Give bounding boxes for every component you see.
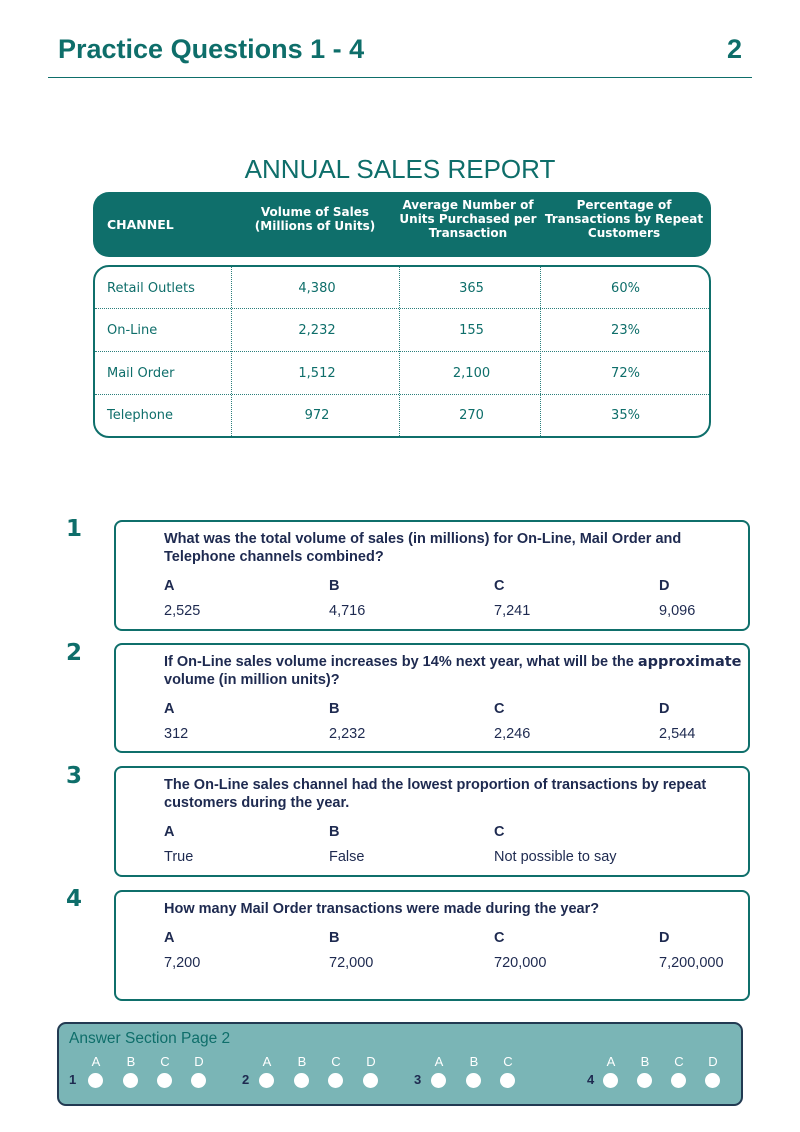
answer-group-number: 4 <box>587 1072 595 1087</box>
answer-letter: A <box>91 1054 101 1069</box>
answer-bubble-1-c[interactable] <box>157 1073 172 1088</box>
option-2-d[interactable] <box>659 701 695 742</box>
column-header-average-units: Average Number of Units Purchased per Transaction <box>399 197 537 240</box>
option-value: 720,000 <box>494 955 547 971</box>
option-value: 2,544 <box>659 726 696 742</box>
option-value: Not possible to say <box>494 849 617 865</box>
table-header <box>93 192 711 257</box>
answer-letter: C <box>503 1054 513 1069</box>
answer-section <box>57 1022 743 1106</box>
option-letter: D <box>659 701 670 717</box>
option-value: True <box>164 849 194 865</box>
answer-letter: B <box>126 1054 136 1069</box>
answer-letter: C <box>160 1054 170 1069</box>
table-cell: On-Line <box>107 323 158 338</box>
answer-letter: B <box>469 1054 479 1069</box>
answer-letter: D <box>194 1054 204 1069</box>
answer-section-title: Answer Section Page 2 <box>69 1030 231 1047</box>
option-2-b[interactable] <box>329 701 365 742</box>
answer-bubble-4-a[interactable] <box>603 1073 618 1088</box>
answer-bubble-2-c[interactable] <box>328 1073 343 1088</box>
table-row <box>95 394 709 437</box>
answer-bubble-2-b[interactable] <box>294 1073 309 1088</box>
option-value: 9,096 <box>659 603 696 619</box>
table-cell: Telephone <box>107 408 174 423</box>
option-letter: B <box>329 701 340 717</box>
answer-letter: A <box>262 1054 272 1069</box>
table-cell: 2,232 <box>298 323 336 338</box>
option-letter: A <box>164 578 175 594</box>
option-3-b[interactable] <box>329 824 364 865</box>
answer-letter: D <box>708 1054 718 1069</box>
answer-bubble-1-d[interactable] <box>191 1073 206 1088</box>
option-3-c[interactable] <box>494 824 617 865</box>
question-text-2-emphasis: approximate <box>637 654 742 670</box>
question-text-1: What was the total volume of sales (in millions) for On-Line, Mail Order and Telephone channels combined? <box>164 531 682 565</box>
table-row <box>95 352 709 395</box>
table-body <box>93 265 711 438</box>
option-value: 7,241 <box>494 603 531 619</box>
table-cell: 23% <box>611 323 640 338</box>
answer-bubble-4-c[interactable] <box>671 1073 686 1088</box>
column-header-volume: Volume of Sales (Millions of Units) <box>254 204 376 233</box>
answer-letter: A <box>606 1054 616 1069</box>
option-1-a[interactable] <box>164 578 200 619</box>
option-letter: C <box>494 824 505 840</box>
question-box-3 <box>114 766 750 877</box>
table-cell: 972 <box>304 408 330 423</box>
option-letter: B <box>329 578 340 594</box>
option-value: 7,200 <box>164 955 201 971</box>
question-number-4: 4 <box>66 886 83 912</box>
column-header-repeat-percentage: Percentage of Transactions by Repeat Customers <box>544 197 704 240</box>
answer-letter: B <box>640 1054 650 1069</box>
answer-bubble-3-b[interactable] <box>466 1073 481 1088</box>
answer-letter: B <box>297 1054 307 1069</box>
answer-bubble-1-b[interactable] <box>123 1073 138 1088</box>
question-number-3: 3 <box>66 763 83 789</box>
option-letter: D <box>659 578 670 594</box>
option-letter: C <box>494 701 505 717</box>
table-cell: 72% <box>611 366 640 381</box>
answer-group-number: 2 <box>242 1072 250 1087</box>
question-number-1: 1 <box>66 516 83 542</box>
option-letter: B <box>329 824 340 840</box>
answer-letter: C <box>331 1054 341 1069</box>
option-4-d[interactable] <box>659 930 724 971</box>
table-cell: 1,512 <box>298 366 336 381</box>
table-cell: 365 <box>459 281 484 296</box>
option-2-c[interactable] <box>494 701 530 742</box>
question-box-4 <box>114 890 750 1001</box>
column-header-channel: CHANNEL <box>107 216 174 232</box>
option-value: 2,232 <box>329 726 366 742</box>
table-cell: 35% <box>611 408 640 423</box>
table-cell: 2,100 <box>452 366 491 381</box>
option-value: 2,246 <box>494 726 531 742</box>
option-4-b[interactable] <box>329 930 373 971</box>
answer-bubble-3-a[interactable] <box>431 1073 446 1088</box>
option-letter: B <box>329 930 340 946</box>
question-box-2 <box>114 643 750 753</box>
answer-bubble-4-b[interactable] <box>637 1073 652 1088</box>
answer-group-number: 3 <box>414 1072 422 1087</box>
answer-letter: D <box>366 1054 376 1069</box>
question-text-2 <box>164 653 744 689</box>
option-value: False <box>329 849 365 865</box>
question-box-1 <box>114 520 750 631</box>
table-cell: 270 <box>459 408 484 423</box>
table-cell: 4,380 <box>298 281 336 296</box>
option-1-d[interactable] <box>659 578 695 619</box>
answer-bubble-1-a[interactable] <box>88 1073 103 1088</box>
option-value: 2,525 <box>164 603 201 619</box>
page-title: Practice Questions 1 - 4 <box>58 34 365 64</box>
answer-bubble-2-d[interactable] <box>363 1073 378 1088</box>
answer-group-number: 1 <box>69 1072 77 1087</box>
answer-letter: C <box>674 1054 684 1069</box>
option-letter: C <box>494 930 505 946</box>
option-4-c[interactable] <box>494 930 546 971</box>
option-value: 312 <box>164 726 189 742</box>
answer-bubble-4-d[interactable] <box>705 1073 720 1088</box>
question-text-2-part: volume (in million units)? <box>164 672 340 688</box>
answer-bubble-2-a[interactable] <box>259 1073 274 1088</box>
option-1-c[interactable] <box>494 578 530 619</box>
option-4-a[interactable] <box>164 930 200 971</box>
option-1-b[interactable] <box>329 578 365 619</box>
option-value: 72,000 <box>329 955 374 971</box>
question-text-4: How many Mail Order transactions were made during the year? <box>164 901 600 917</box>
answer-letter: A <box>434 1054 444 1069</box>
table-cell: 60% <box>611 281 640 296</box>
option-value: 7,200,000 <box>659 955 724 971</box>
page-header <box>48 34 752 78</box>
option-letter: A <box>164 701 175 717</box>
report-title: ANNUAL SALES REPORT <box>244 154 556 184</box>
option-3-a[interactable] <box>164 824 193 865</box>
table-cell: 155 <box>459 323 484 338</box>
page-number: 2 <box>726 34 742 64</box>
table-cell: Retail Outlets <box>107 281 195 296</box>
option-2-a[interactable] <box>164 701 188 742</box>
table-row <box>95 309 709 352</box>
option-letter: C <box>494 578 505 594</box>
question-text-3: The On-Line sales channel had the lowest proportion of transactions by repeat customers during the year. <box>164 777 707 811</box>
option-letter: D <box>659 930 670 946</box>
question-text-2-part: If On-Line sales volume increases by 14% next year, what will be the <box>164 654 638 670</box>
answer-bubble-3-c[interactable] <box>500 1073 515 1088</box>
option-letter: A <box>164 824 175 840</box>
table-row <box>95 267 709 310</box>
option-value: 4,716 <box>329 603 366 619</box>
question-number-2: 2 <box>66 640 83 666</box>
option-letter: A <box>164 930 175 946</box>
table-cell: Mail Order <box>107 366 175 381</box>
